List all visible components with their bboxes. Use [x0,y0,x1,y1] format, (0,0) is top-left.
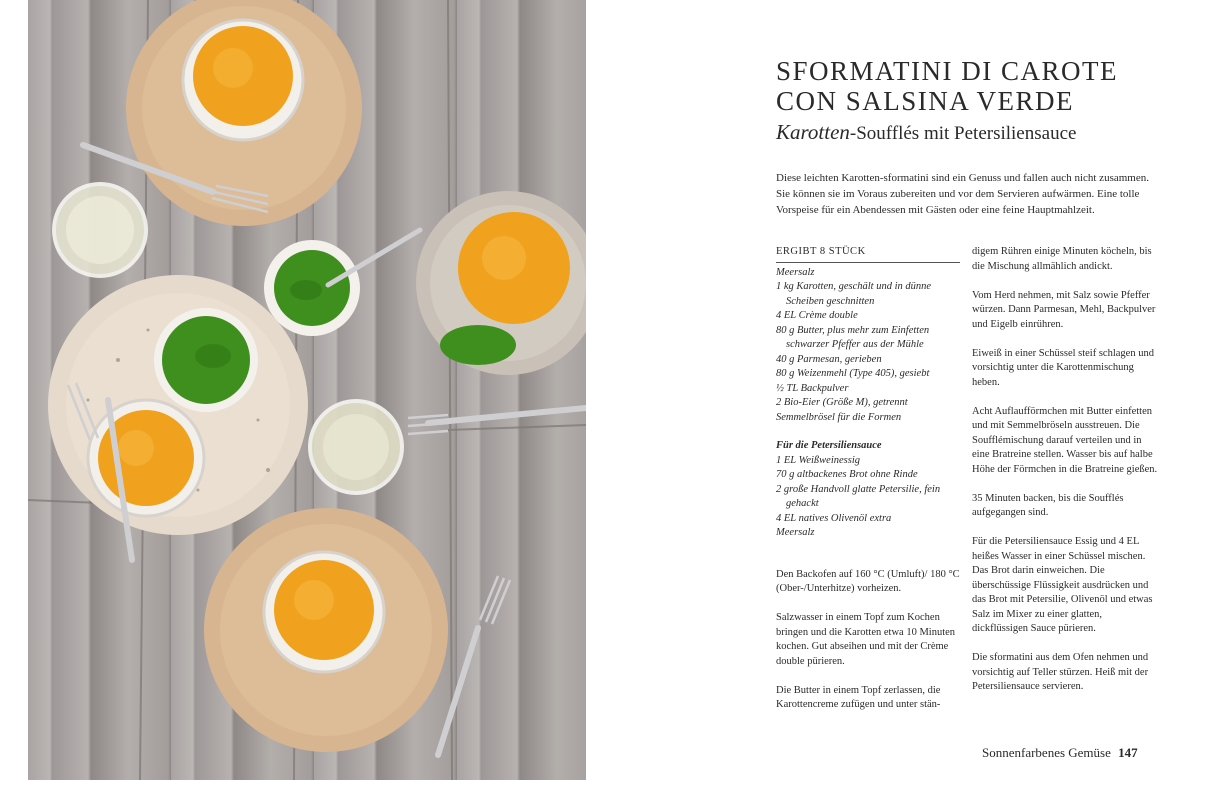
sauce-heading: Für die Petersiliensauce [776,440,882,451]
ingredient-item: 4 EL Crème double [776,310,858,321]
ingredient-list [776,266,960,426]
sauce-ingredient-list [776,454,960,541]
subtitle-italic: Karotten [776,120,850,144]
method-step: 35 Minuten backen, bis die Soufflés aufgegangen sind. [972,492,1124,518]
subtitle-rest: -Soufflés mit Petersiliensauce [849,123,1077,144]
method-step: Für die Petersiliensauce Essig und 4 EL heißes Wasser in einer Schüssel mischen. Das Brot darin einweichen. Die überschüssige Flüssigkeit ausdrücken und das Brot mit Petersilie, Olivenöl und etwas Salz im Mixer zu einer glatten, dickflüssigen Sauce pürieren. [972,536,1153,634]
sauce-ingredient-item: 1 EL Weißweinessig [776,454,861,466]
ingredient-item: 80 g Weizenmehl (Type 405), gesiebt [776,368,930,379]
method-step: digem Rühren einige Minuten köcheln, bis die Mischung allmählich andickt. [972,246,1152,272]
sauce-ingredient-item: 4 EL natives Olivenöl extra [776,512,892,524]
parsley-bowl-center [264,230,420,336]
plate-right [416,191,586,375]
method-step: Die Butter in einem Topf zerlassen, die Karottencreme zufügen und unter stän- [776,684,941,710]
sauce-ingredient-item: Meersalz [776,527,815,538]
ingredient-item: 1 kg Karotten, geschält und in dünne Scheiben geschnitten [776,281,932,307]
footer-section-name: Sonnenfarbenes Gemüse [982,745,1111,760]
method-step: Eiweiß in einer Schüssel steif schlagen und vorsichtig unter die Karottenmischung heben. [972,347,1154,388]
glass-center [310,401,402,493]
ingredient-item: ½ TL Backpulver [776,382,849,394]
fork-right [408,408,586,434]
recipe-intro: Diese leichten Karotten-sformatini sind ein Genuss und fallen auch nicht zusammen. Sie können sie im Voraus zubereiten und vor dem Servieren aufwärmen. Eine tolle Vorspeise für ein Abendessen mit Gästen oder eine feine Hauptmahlzeit. [776,172,1149,216]
method-step: Die sformatini aus dem Ofen nehmen und vorsichtig auf Teller stürzen. Heiß mit der Petersiliensauce servieren. [972,652,1149,692]
sauce-ingredient-item: 2 große Handvoll glatte Petersilie, fein gehackt [776,483,941,509]
sauce-ingredient-item: 70 g altbackenes Brot ohne Rinde [776,469,918,480]
ingredient-item: 2 Bio-Eier (Größe M), getrennt [776,397,908,408]
method-step: Den Backofen auf 160 °C (Umluft)/ 180 °C (Ober-/Unterhitze) vorheizen. [776,568,960,594]
ingredient-item: Meersalz [776,266,815,278]
ingredient-item: 80 g Butter, plus mehr zum Einfetten schwarzer Pfeffer aus der Mühle [776,324,930,350]
title-line-2: CON SALSINA VERDE [776,86,1075,116]
plate-speckled [48,275,308,560]
method-step: Acht Auflaufförmchen mit Butter einfetten und mit Semmelbröseln ausstreuen. Die Soufflémischung darauf verteilen und in eine Bratreine stellen. Wasser bis auf halbe Höhe der Förmchen in die Bratreine gießen. [972,405,1158,475]
title-line-1: SFORMATINI DI CAROTE [776,56,1119,86]
photo-illustration [28,0,586,780]
ingredient-item: 40 g Parmesan, gerieben [776,353,882,365]
recipe-photo [28,0,586,780]
method-column [972,245,1160,709]
recipe-title [776,56,1196,116]
plate-bottom [204,508,510,755]
page-number: 147 [1118,745,1138,760]
glass-left [54,184,146,276]
page-footer [982,745,1138,761]
ingredient-item: Semmelbrösel für die Formen [776,411,902,423]
method-step: Salzwasser in einem Topf zum Kochen bringen und die Karotten etwa 10 Minuten kochen. Gut abseihen und mit der Crème double pürieren. [776,612,956,667]
recipe-subtitle [776,120,1196,145]
ingredients-column [776,245,960,727]
yield-label: ERGIBT 8 STÜCK [776,245,960,263]
method-step: Vom Herd nehmen, mit Salz sowie Pfeffer würzen. Dann Parmesan, Mehl, Backpulver und Eigelb einrühren. [972,289,1156,330]
